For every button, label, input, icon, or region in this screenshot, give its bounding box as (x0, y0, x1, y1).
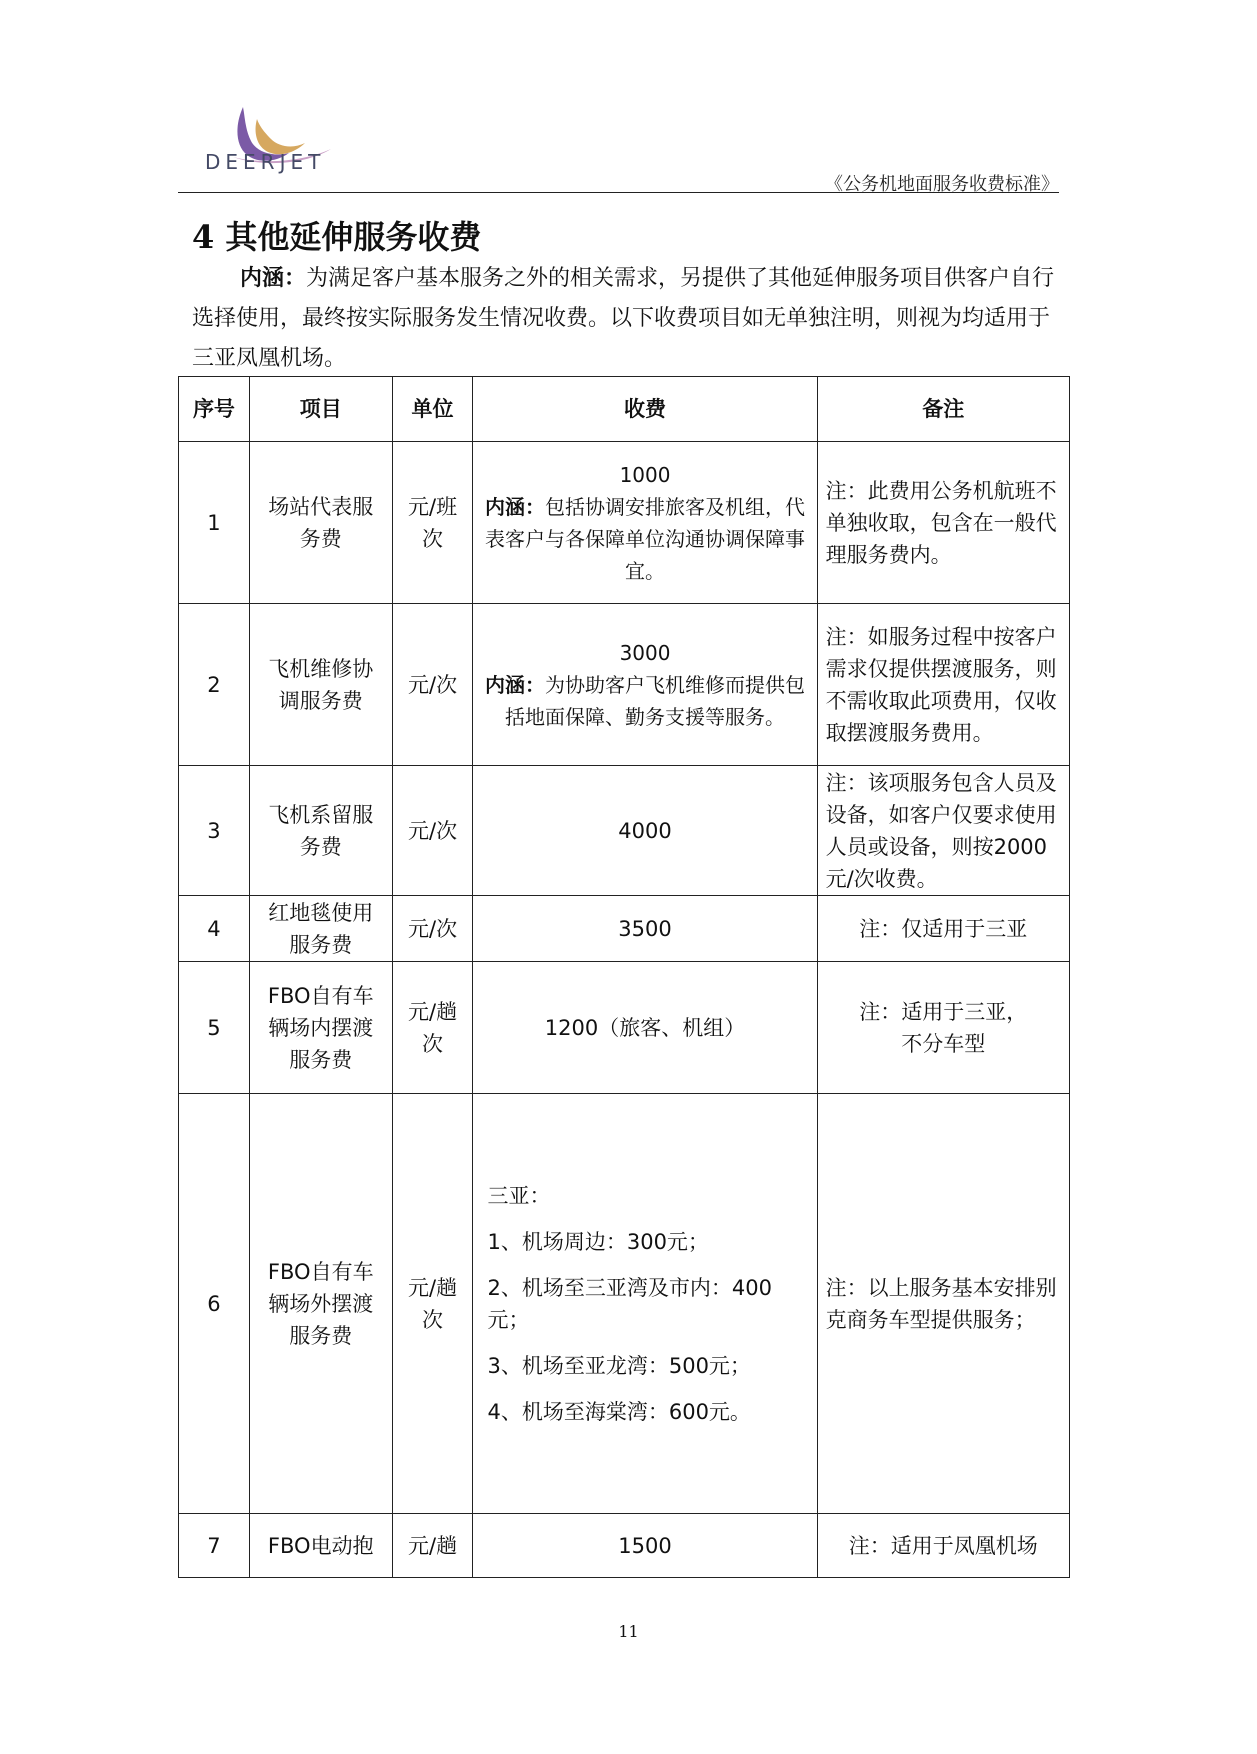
fee-line: 3、机场至亚龙湾：500元； (487, 1353, 751, 1378)
row-unit: 元/次 (392, 896, 473, 962)
row-note: 注：适用于凤凰机场 (817, 1514, 1069, 1578)
table-row (179, 442, 1070, 604)
row-unit: 元/班次 (392, 442, 473, 604)
fee-table (178, 376, 1070, 1578)
row-note (817, 962, 1069, 1094)
fee-line: 三亚： (487, 1183, 551, 1208)
row-unit: 元/趟 (392, 1514, 473, 1578)
fee-line: 2、机场至三亚湾及市内：400元； (487, 1275, 772, 1332)
header-divider (178, 192, 1059, 193)
table-row (179, 1094, 1070, 1514)
header-note: 备注 (817, 377, 1069, 442)
note-line: 注：适用于三亚， (859, 999, 1028, 1024)
row-item: FBO自有车辆场内摆渡服务费 (249, 962, 392, 1094)
fee-desc-label: 内涵： (485, 672, 546, 697)
row-note: 注：此费用公务机航班不单独收取，包含在一般代理服务费内。 (817, 442, 1069, 604)
fee-amount: 1000 (619, 462, 671, 487)
row-fee: 3500 (473, 896, 817, 962)
row-fee: 1500 (473, 1514, 817, 1578)
header-unit: 单位 (392, 377, 473, 442)
row-unit: 元/趟次 (392, 962, 473, 1094)
section-intro (192, 258, 1062, 379)
row-item: FBO自有车辆场外摆渡服务费 (249, 1094, 392, 1514)
row-fee (473, 1094, 817, 1514)
row-fee (473, 442, 817, 604)
row-fee: 1200（旅客、机组） (473, 962, 817, 1094)
row-note: 注：如服务过程中按客户需求仅提供摆渡服务，则不需收取此项费用，仅收取摆渡服务费用。 (817, 604, 1069, 766)
row-fee: 4000 (473, 766, 817, 896)
row-no: 7 (179, 1514, 250, 1578)
row-item: 场站代表服务费 (249, 442, 392, 604)
table-row (179, 766, 1070, 896)
row-item: 飞机系留服务费 (249, 766, 392, 896)
row-item: 飞机维修协调服务费 (249, 604, 392, 766)
row-no: 5 (179, 962, 250, 1094)
header-item: 项目 (249, 377, 392, 442)
fee-line: 4、机场至海棠湾：600元。 (487, 1399, 751, 1424)
header-no: 序号 (179, 377, 250, 442)
table-row (179, 962, 1070, 1094)
row-unit: 元/趟次 (392, 1094, 473, 1514)
section-title: 4 其他延伸服务收费 (192, 218, 482, 256)
table-row (179, 1514, 1070, 1578)
intro-text: 为满足客户基本服务之外的相关需求，另提供了其他延伸服务项目供客户自行选择使用，最终按实际服务发生情况收费。以下收费项目如无单独注明，则视为均适用于三亚凤凰机场。 (192, 266, 1055, 371)
row-no: 6 (179, 1094, 250, 1514)
table-row (179, 604, 1070, 766)
fee-amount: 3000 (619, 640, 671, 665)
header-fee: 收费 (473, 377, 817, 442)
document-title: 《公务机地面服务收费标准》 (825, 174, 1059, 195)
row-unit: 元/次 (392, 604, 473, 766)
intro-label: 内涵： (240, 265, 307, 291)
row-no: 1 (179, 442, 250, 604)
table-header-row (179, 377, 1070, 442)
fee-desc-text: 包括协调安排旅客及机组，代表客户与各保障单位沟通协调保障事宜。 (485, 494, 806, 583)
row-item: FBO电动抱 (249, 1514, 392, 1578)
fee-line: 1、机场周边：300元； (487, 1229, 709, 1254)
table-row (179, 896, 1070, 962)
row-note: 注：该项服务包含人员及设备，如客户仅要求使用人员或设备，则按2000元/次收费。 (817, 766, 1069, 896)
row-no: 4 (179, 896, 250, 962)
row-no: 2 (179, 604, 250, 766)
page-number: 11 (618, 1622, 639, 1641)
note-line: 不分车型 (901, 1031, 986, 1056)
row-unit: 元/次 (392, 766, 473, 896)
fee-desc-text: 为协助客户飞机维修而提供包括地面保障、勤务支援等服务。 (505, 672, 806, 729)
row-fee (473, 604, 817, 766)
row-item: 红地毯使用服务费 (249, 896, 392, 962)
logo-text: DEERJET (205, 150, 326, 174)
row-no: 3 (179, 766, 250, 896)
row-note: 注：仅适用于三亚 (817, 896, 1069, 962)
fee-desc-label: 内涵： (485, 494, 546, 519)
row-note: 注：以上服务基本安排别克商务车型提供服务； (817, 1094, 1069, 1514)
